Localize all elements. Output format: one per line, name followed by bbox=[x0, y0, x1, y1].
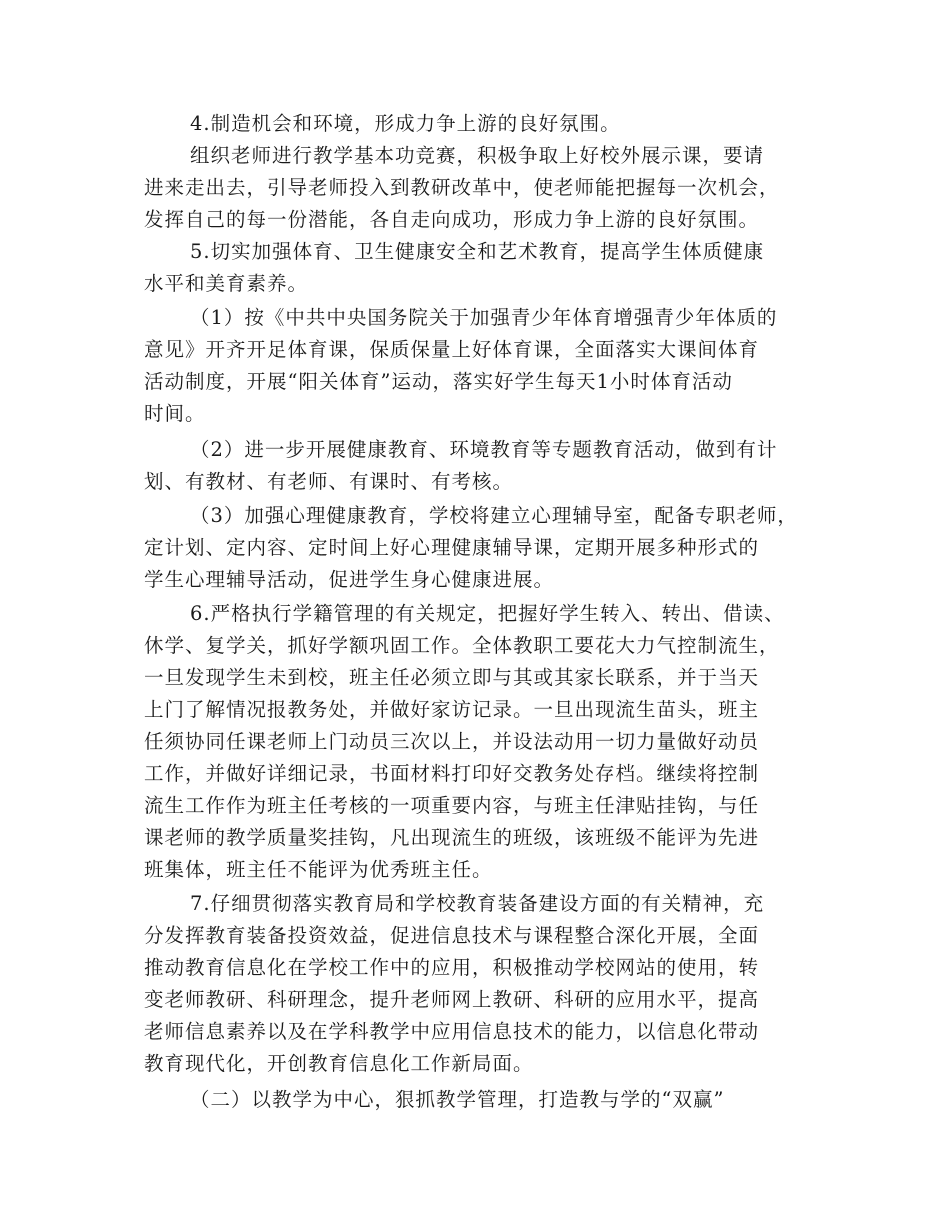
text-line: 发挥自己的每一份潜能，各自走向成功，形成力争上游的良好氛围。 bbox=[144, 208, 760, 231]
text-line: 进来走出去，引导老师投入到教研改革中，使老师能把握每一次机会， bbox=[144, 176, 780, 199]
text-line: 5.切实加强体育、卫生健康安全和艺术教育，提高学生体质健康 bbox=[190, 240, 765, 263]
text-line: 划、有教材、有老师、有课时、有考核。 bbox=[144, 470, 514, 493]
text-line: （3）加强心理健康教育，学校将建立心理辅导室，配备专职老师， bbox=[190, 504, 798, 527]
text-line: 教育现代化，开创教育信息化工作新局面。 bbox=[144, 1052, 534, 1075]
text-line: （二）以教学为中心，狠抓教学管理，打造教与学的“双赢” bbox=[190, 1088, 725, 1111]
text-line: 上门了解情况报教务处，并做好家访记录。一旦出现流生苗头，班主 bbox=[144, 698, 760, 721]
text-line: 学生心理辅导活动，促进学生身心健康进展。 bbox=[144, 568, 555, 591]
text-line: 班集体，班主任不能评为优秀班主任。 bbox=[144, 858, 493, 881]
text-line: 4.制造机会和环境，形成力争上游的良好氛围。 bbox=[190, 112, 621, 135]
text-line: （1）按《中共中央国务院关于加强青少年体育增强青少年体质的 bbox=[190, 306, 778, 329]
text-line: 6.严格执行学籍管理的有关规定，把握好学生转入、转出、借读、 bbox=[190, 602, 785, 625]
text-line: 时间。 bbox=[144, 402, 206, 425]
text-line: 活动制度，开展“阳关体育”运动，落实好学生每天1小时体育活动 bbox=[144, 370, 733, 393]
text-line: （2）进一步开展健康教育、环境教育等专题教育活动，做到有计 bbox=[190, 438, 778, 461]
text-line: 课老师的教学质量奖挂钩，凡出现流生的班级，该班级不能评为先进 bbox=[144, 826, 760, 849]
text-line: 分发挥教育装备投资效益，促进信息技术与课程整合深化开展，全面 bbox=[144, 924, 760, 947]
text-line: 变老师教研、科研理念，提升老师网上教研、科研的应用水平，提高 bbox=[144, 988, 760, 1011]
text-line: 7.仔细贯彻落实教育局和学校教育装备建设方面的有关精神，充 bbox=[190, 892, 765, 915]
text-line: 意见》开齐开足体育课，保质保量上好体育课，全面落实大课间体育 bbox=[144, 338, 760, 361]
text-line: 老师信息素养以及在学科教学中应用信息技术的能力，以信息化带动 bbox=[144, 1020, 760, 1043]
text-line: 组织老师进行教学基本功竞赛，积极争取上好校外展示课，要请 bbox=[190, 144, 765, 167]
text-line: 水平和美育素养。 bbox=[144, 272, 309, 295]
text-line: 定计划、定内容、定时间上好心理健康辅导课，定期开展多种形式的 bbox=[144, 536, 760, 559]
text-line: 流生工作作为班主任考核的一项重要内容，与班主任津贴挂钩，与任 bbox=[144, 794, 760, 817]
text-line: 推动教育信息化在学校工作中的应用，积极推动学校网站的使用，转 bbox=[144, 956, 760, 979]
text-line: 工作，并做好详细记录，书面材料打印好交教务处存档。继续将控制 bbox=[144, 762, 760, 785]
text-line: 任须协同任课老师上门动员三次以上，并设法动用一切力量做好动员 bbox=[144, 730, 760, 753]
text-line: 休学、复学关，抓好学额巩固工作。全体教职工要花大力气控制流生， bbox=[144, 634, 780, 657]
text-line: 一旦发现学生未到校，班主任必须立即与其或其家长联系，并于当天 bbox=[144, 666, 760, 689]
